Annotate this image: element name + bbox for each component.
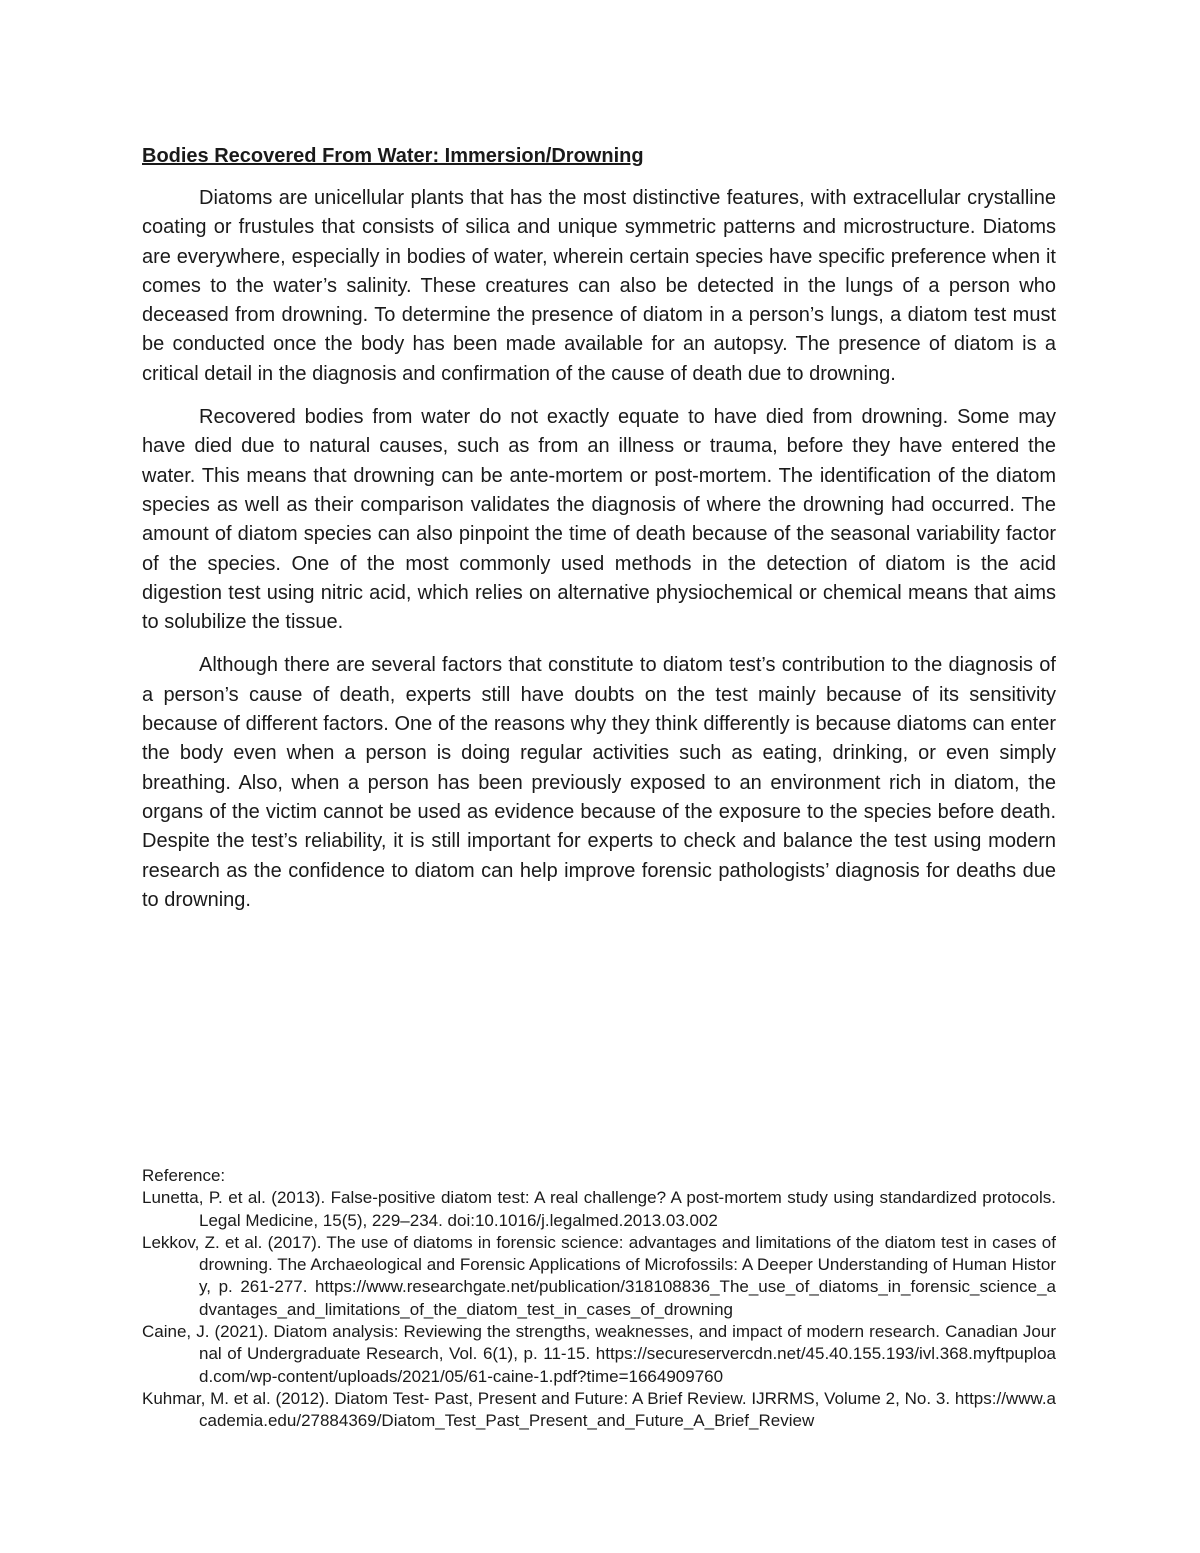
reference-heading: Reference:: [142, 1166, 226, 1185]
paragraph-3: Although there are several factors that constitute to diatom test’s contribution to the diagnosis of a person’s cause of death, experts still have doubts on the test mainly because of its sensitivity because of different factors. One of the reasons why they think differently is because diatoms can enter the body even when a person is doing regular activities such as eating, drinking, or even simply breathing. Also, when a person has been previously exposed to an environment rich in diatom, the organs of the victim cannot be used as evidence because of the exposure to the species before death. Despite the test’s reliability, it is still important for experts to check and balance the test using modern research as the confidence to diatom can help improve forensic pathologists’ diagnosis for deaths due to drowning.: [142, 654, 1056, 911]
document-title: Bodies Recovered From Water: Immersion/Drowning: [142, 145, 644, 167]
paragraph-1: Diatoms are unicellular plants that has the most distinctive features, with extracellular crystalline coating or frustules that consists of silica and unique symmetric patterns and microstructure. Diatoms are everywhere, especially in bodies of water, wherein certain species have specific preference when it comes to the water’s salinity. These creatures can also be detected in the lungs of a person who deceased from drowning. To determine the presence of diatom in a person’s lungs, a diatom test must be conducted once the body has been made available for an autopsy. The presence of diatom is a critical detail in the diagnosis and confirmation of the cause of death due to drowning.: [142, 187, 1056, 385]
paragraph-2: Recovered bodies from water do not exactly equate to have died from drowning. Some may have died due to natural causes, such as from an illness or trauma, before they have entered the water. This means that drowning can be ante-mortem or post-mortem. The identification of the diatom species as well as their comparison validates the diagnosis of where the drowning had occurred. The amount of diatom species can also pinpoint the time of death because of the seasonal variability factor of the species. One of the most commonly used methods in the detection of diatom is the acid digestion test using nitric acid, which relies on alternative physiochemical or chemical means that aims to solubilize the tissue.: [142, 406, 1056, 634]
reference-item-caine: Caine, J. (2021). Diatom analysis: Reviewing the strengths, weaknesses, and impact of modern research. Canadian Journal of Undergraduate Research, Vol. 6(1), p. 11-15. https://secureservercdn.net/45.40.155.193/ivl.368.myftpupload.com/wp-content/uploads/2021/05/61-caine-1.pdf?time=1664909760: [142, 1322, 1056, 1386]
document-body: [142, 142, 1056, 929]
reference-item-kuhmar: Kuhmar, M. et al. (2012). Diatom Test- Past, Present and Future: A Brief Review. IJRRMS, Volume 2, No. 3. https://www.academia.edu/27884369/Diatom_Test_Past_Present_and_Future_A_Brief_Review: [142, 1388, 1056, 1431]
reference-item-lunetta: Lunetta, P. et al. (2013). False-positive diatom test: A real challenge? A post-mortem study using standardized protocols. Legal Medicine, 15(5), 229–234. doi:10.1016/j.legalmed.2013.03.002: [142, 1188, 1056, 1230]
reference-item-lekkov: Lekkov, Z. et al. (2017). The use of diatoms in forensic science: advantages and limitations of the diatom test in cases of drowning. The Archaeological and Forensic Applications of Microfossils: A Deeper Understanding of Human History, p. 261-277. https://www.researchgate.net/publication/318108836_The_use_of_diatoms_in_forensic_science_advantages_and_limitations_of_the_diatom_test_in_cases_of_drowning: [142, 1232, 1056, 1319]
reference-list: [142, 1165, 1056, 1433]
